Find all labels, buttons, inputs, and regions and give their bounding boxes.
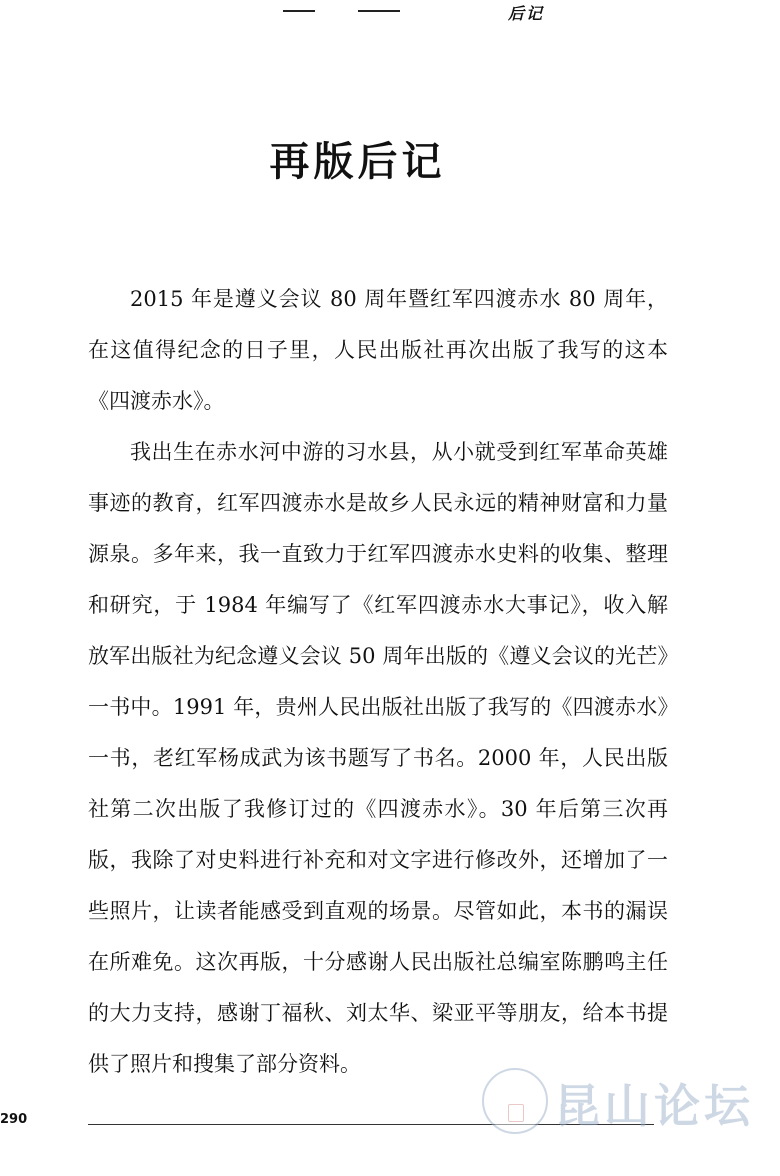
paragraph: 我出生在赤水河中游的习水县，从小就受到红军革命英雄事迹的教育，红军四渡赤水是故乡人民永远的精神财富和力量源泉。多年来，我一直致力于红军四渡赤水史料的收集、整理和研究，于 1984 年编写了《红军四渡赤水大事记》，收入解放军出版社为纪念遵义会议 50 周年出版的《遵义会议的光芒》一书中。1991 年，贵州人民出版社出版了我写的《四渡赤水》一书，老红军杨成武为该书题写了书名。2000 年，人民出版社第二次出版了我修订过的《四渡赤水》。30 年后第三次再版，我除了对史料进行补充和对文字进行修改外，还增加了一些照片，让读者能感受到直观的场景。尽管如此，本书的漏误在所难免。这次再版，十分感谢人民出版社总编室陈鹏鸣主任的大力支持，感谢丁福秋、刘太华、梁亚平等朋友，给本书提供了照片和搜集了部分资料。	[88, 440, 668, 1076]
watermark-text: 昆山论坛	[554, 1079, 754, 1133]
watermark	[482, 1064, 780, 1140]
stamp-icon	[508, 1104, 524, 1122]
running-head: 后记	[508, 4, 545, 23]
page-number: 290	[0, 1112, 28, 1127]
paragraph: 2015 年是遵义会议 80 周年暨红军四渡赤水 80 周年，在这值得纪念的日子里，人民出版社再次出版了我写的这本《四渡赤水》。	[88, 287, 668, 413]
body-text	[88, 274, 668, 1090]
header-rule-right	[358, 10, 400, 12]
header-rule-left	[283, 10, 315, 12]
seal-icon	[482, 1068, 548, 1134]
page-title: 再版后记	[269, 138, 446, 185]
